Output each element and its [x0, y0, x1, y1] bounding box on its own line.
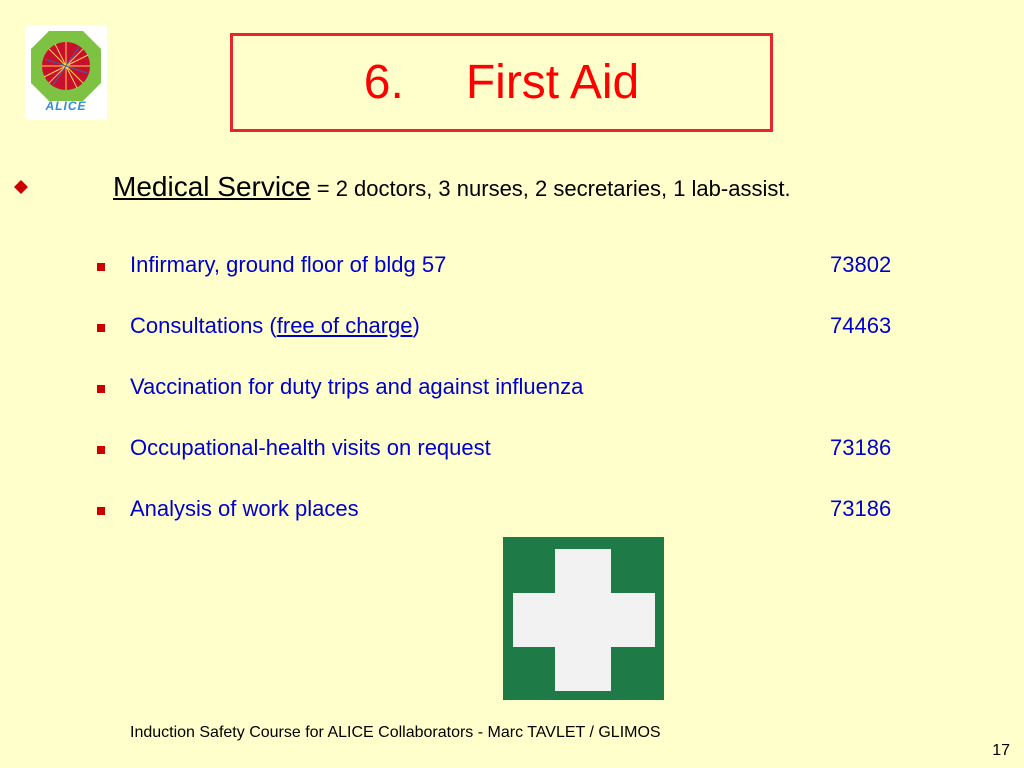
square-bullet-icon [97, 263, 105, 271]
medical-service-line [113, 171, 791, 203]
medical-service-label: Medical Service [113, 171, 311, 202]
logo-text: ALICE [45, 99, 87, 113]
item-label [130, 313, 420, 339]
title-number: 6. [363, 55, 404, 109]
item-extension: 73186 [830, 435, 892, 460]
diamond-bullet-icon [14, 180, 28, 194]
first-aid-cross-icon [503, 537, 664, 700]
medical-service-detail: = 2 doctors, 3 nurses, 2 secretaries, 1 lab-assist. [310, 176, 791, 201]
square-bullet-icon [97, 507, 105, 515]
item-label: Vaccination for duty trips and against influenza [130, 374, 584, 399]
alice-logo [25, 25, 107, 120]
square-bullet-icon [97, 446, 105, 454]
item-label-post: ) [412, 313, 420, 338]
item-label: Occupational-health visits on request [130, 435, 491, 460]
list-item [97, 313, 917, 343]
page-number: 17 [992, 742, 1010, 759]
list-item [97, 252, 917, 282]
item-label: Infirmary, ground floor of bldg 57 [130, 252, 447, 277]
square-bullet-icon [97, 324, 105, 332]
item-label: Analysis of work places [130, 496, 359, 521]
footer-text: Induction Safety Course for ALICE Collaborators - Marc TAVLET / GLIMOS [130, 724, 661, 741]
item-extension: 73802 [830, 252, 892, 277]
list-item [97, 374, 917, 404]
list-item [97, 496, 917, 526]
title-text: First Aid [465, 55, 640, 109]
square-bullet-icon [97, 385, 105, 393]
item-label-pre: Consultations ( [130, 313, 277, 338]
item-extension: 74463 [830, 313, 892, 338]
free-of-charge-link[interactable]: free of charge [276, 313, 413, 338]
item-extension: 73186 [830, 496, 892, 521]
slide-title [230, 33, 773, 132]
list-item [97, 435, 917, 465]
